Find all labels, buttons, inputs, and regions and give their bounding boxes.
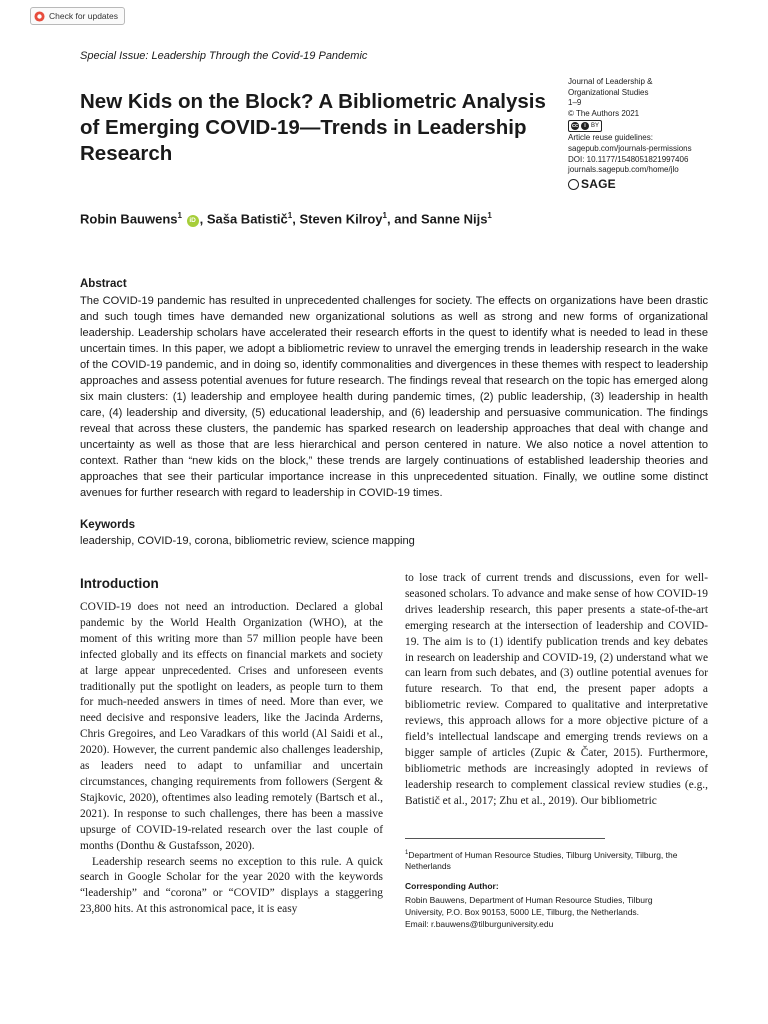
author-name[interactable]: Steven Kilroy — [299, 211, 383, 227]
reuse-guidelines-link[interactable]: sagepub.com/journals-permissions — [568, 143, 692, 153]
corresponding-email[interactable]: Email: r.bauwens@tilburguniversity.edu — [405, 919, 554, 929]
update-icon — [34, 11, 45, 22]
creative-commons-icon: cc — [571, 123, 579, 130]
author-name[interactable]: Sanne Nijs — [420, 211, 488, 227]
reuse-guidelines-label: Article reuse guidelines: — [568, 133, 653, 143]
author-list — [80, 211, 492, 227]
keywords-text: leadership, COVID-19, corona, bibliometric review, science mapping — [80, 535, 415, 547]
intro-paragraph-1: COVID-19 does not need an introduction. Declared a global pandemic by the World Health Organization (WHO), at the moment of this writing more than 57 million people have been infected globally and its effects on financial markets and society at large appear unprecedented. Crises and unforeseen events traditionally put the spotlight on leaders, as people turn to them for much-needed answers in times of need. More than ever, we need decisive and responsive leaders, like the Jacinda Arderns, Chris Gregoires, and Leo Varadkars of this world (Al Saidi et al., 2020). However, the current pandemic also challenges leadership, as leaders need to adapt to unfamiliar and uncertain circumstances, changing requirements from followers (Sergent & Stajkovic, 2020), oftentimes also leading remotely (Bartsch et al., 2021). In response to such challenges, there has been a massive upsurge of COVID-19-related research over the last couple of months (Donthu & Gustafsson, 2020). — [80, 601, 383, 852]
check-for-updates-button[interactable] — [30, 7, 125, 25]
journal-name-line2: Organizational Studies — [568, 87, 649, 97]
corresponding-line-1: Robin Bauwens, Department of Human Resource Studies, Tilburg — [405, 895, 653, 905]
affiliation-footnote — [405, 848, 710, 873]
special-issue-label: Special Issue: Leadership Through the Covid-19 Pandemic — [80, 50, 368, 62]
abstract-text: The COVID-19 pandemic has resulted in unprecedented challenges for society. The effects on organizations have been drastic and such tough times have demanded new organizational solutions as well as strong and new forms of organizational leadership. Leadership scholars have accelerated their research efforts in the quest to identify what is needed to lead in these uncertain times. In this paper, we adopt a bibliometric review to unravel the emerging trends in leadership research in the wake of the COVID-19 pandemic, and in doing so, identify commonalities and divergences in these themes with respect to leadership approaches and assess potential avenues for future research. The findings reveal that research on the topic has emerged along six main clusters: (1) leadership and employee health during pandemic times, (2) public leadership, (3) leadership in health care, (4) leadership and diversity, (5) educational leadership, and (6) leadership and persuasive communication. The findings reveal that across these clusters, the pandemic has sparked research on leadership approaches that deal with change and uncertainty as well as those that are less hierarchical and person centered in nature. We also notice a novel attention to context. Rather than “new kids on the block,” these trends are largely continuations of established leadership theories and approaches that see their particular importance increase in this unprecedented situation. Finally, we outline some distinct avenues for further research with regard to leadership in COVID-19 times. — [80, 295, 708, 499]
journal-home-link[interactable]: journals.sagepub.com/home/jlo — [568, 165, 679, 175]
sage-logo-icon — [568, 179, 579, 190]
intro-paragraph-3: to lose track of current trends and discussions, even for well-seasoned scholars. To advance and make sense of how COVID-19 drives leadership research, this paper presents a state-of-the-art emerging research at the intersection of leadership and COVID-19. The aim is to (1) identify publication trends and key debates in research on leadership and COVID-19, (2) understand what we can learn from such debates, and (3) outline potential avenues for future research. To that end, the present paper adopts a bibliometric review. Compared to qualitative and interpretative reviews, this approach allows for a more objective picture of a field’s intellectual landscape and emerging trends reviews on a bigger sample of articles (Zupic & Čater, 2015). Furthermore, bibliometric methods are increasingly adopted in reviews of leadership research to complement classical review studies (e.g., Batistič et al., 2017; Zhu et al., 2019). Our bibliometric — [405, 572, 708, 807]
author-name[interactable]: Robin Bauwens — [80, 211, 178, 227]
journal-name-line1: Journal of Leadership & — [568, 77, 653, 86]
footnote-divider — [405, 838, 605, 839]
copyright: © The Authors 2021 — [568, 108, 640, 118]
author-affiliation-marker: 1 — [487, 211, 492, 220]
body-column-left — [80, 600, 383, 918]
keywords-heading: Keywords — [80, 519, 135, 531]
author-affiliation-marker: 1 — [177, 211, 182, 220]
publisher-logo — [568, 176, 748, 191]
author-affiliation-marker: 1 — [287, 211, 293, 220]
author-affiliation-marker: 1 — [382, 211, 387, 220]
body-column-right — [405, 571, 708, 810]
corresponding-author-heading: Corresponding Author: — [405, 881, 499, 891]
paper-title: New Kids on the Block? A Bibliometric Analysis of Emerging COVID-19—Trends in Leadership Research — [80, 90, 546, 165]
corresponding-author-details — [405, 894, 710, 930]
author-separator: , — [199, 211, 207, 227]
cc-license-badge[interactable] — [568, 120, 602, 132]
license-label: BY — [591, 123, 600, 130]
attribution-icon: i — [581, 122, 589, 130]
doi-link[interactable]: DOI: 10.1177/1548051821997406 — [568, 154, 689, 164]
page-range: 1–9 — [568, 98, 582, 108]
author-separator: , — [292, 211, 300, 227]
check-for-updates-label: Check for updates — [49, 11, 118, 21]
corresponding-line-2: University, P.O. Box 90153, 5000 LE, Tilburg, the Netherlands. — [405, 907, 640, 917]
abstract-heading: Abstract — [80, 278, 127, 290]
publisher-name: SAGE — [581, 176, 616, 191]
author-separator: , and — [387, 211, 421, 227]
footnote-marker: 1 — [405, 850, 409, 856]
journal-info — [568, 77, 748, 190]
intro-paragraph-2: Leadership research seems no exception to this rule. A quick search in Google Scholar for the year 2020 with the keywords “leadership” and “corona” or “COVID” displays a staggering 23,800 hits. At this astronomical pace, it is easy — [80, 855, 383, 916]
orcid-icon[interactable]: iD — [187, 215, 199, 227]
author-name[interactable]: Saša Batistič — [206, 211, 288, 227]
affiliation-text: Department of Human Resource Studies, Tilburg University, Tilburg, the Netherlands — [405, 849, 678, 872]
introduction-heading: Introduction — [80, 576, 159, 591]
